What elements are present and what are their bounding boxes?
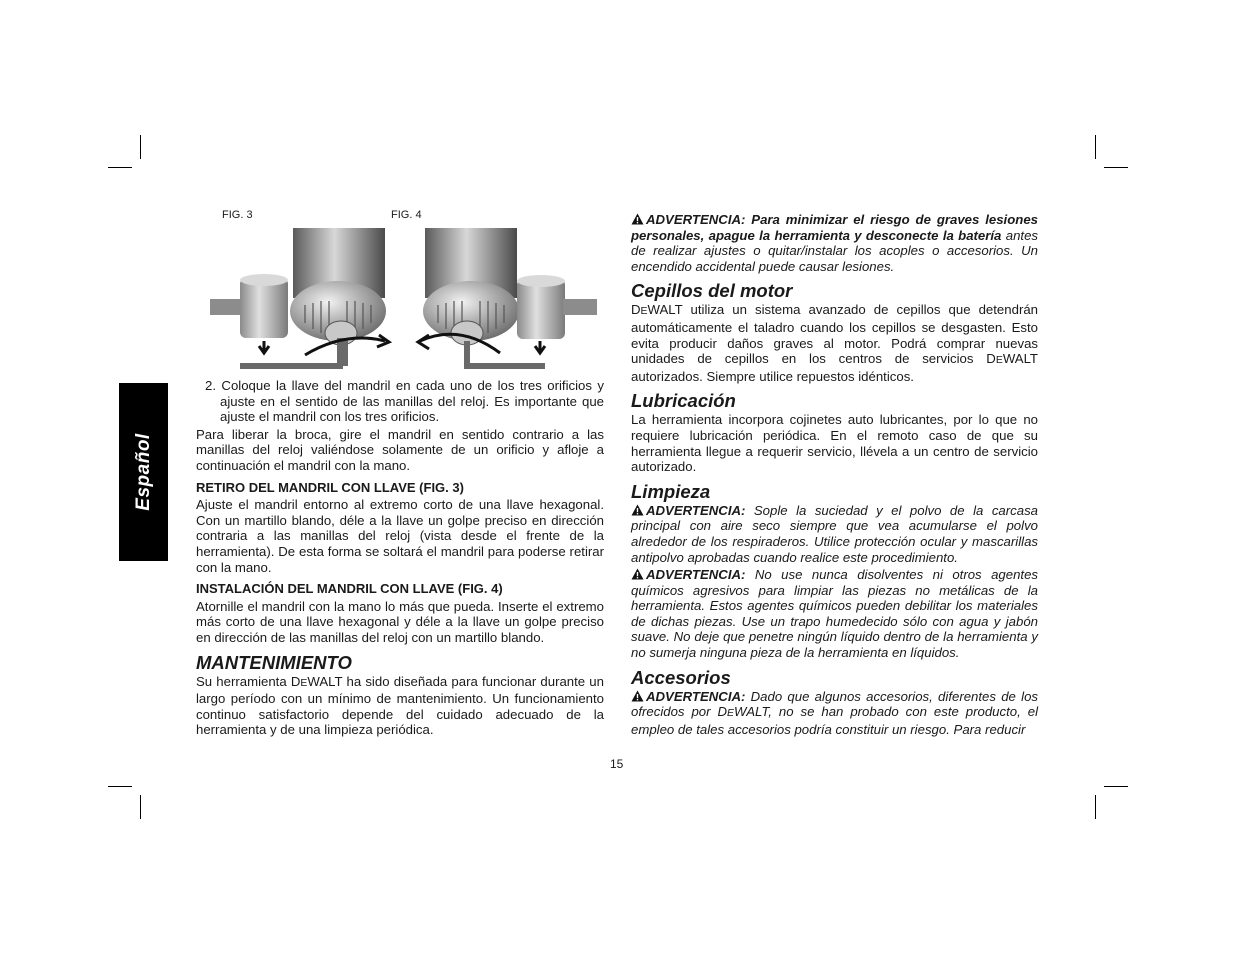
left-column <box>196 378 604 740</box>
cleaning-heading: Limpieza <box>631 480 711 502</box>
warning-icon <box>631 690 644 702</box>
maintenance-paragraph: Su herramienta DEWALT ha sido diseñada para funcionar durante un largo período con un mínimo de mantenimiento. Un funcionamiento continuo satisfactorio depende del cuidado adecuado de la herramienta y de una limpieza periódica. <box>196 673 604 738</box>
brushes-paragraph: DEWALT utiliza un sistema avanzado de cepillos que detendrán automáticamente el taladro cuando los cepillos se desgasten. Esto evita producir daños graves al motor. Podrá comprar nuevas unidades de cepillos en los centros de servicios DEWALT autorizados. Siempre utilice repuestos idénticos. <box>631 302 1038 384</box>
accessories-warning: ADVERTENCIA: Dado que algunos accesorios, diferentes de los ofrecidos por DEWALT, no se han probado con este producto, el empleo de tales accesorios podría constituir un riesgo. Para reducir <box>631 688 1038 737</box>
lubrication-heading: Lubricación <box>631 390 736 412</box>
release-paragraph: Para liberar la broca, gire el mandril en sentido contrario a las manillas del reloj valiéndose solamente de un orificio y afloje a continuación el mandril con la mano. <box>196 426 604 473</box>
removal-paragraph: Ajuste el mandril entorno al extremo corto de una llave hexagonal. Con un martillo blando, déle a la llave un golpe preciso en dirección contraria a las manillas del reloj (vista desde el frente de la herramienta). De esta forma se soltará el mandril para poderse retirar con la mano. <box>196 497 604 575</box>
install-heading: INSTALACIÓN DEL MANDRIL CON LLAVE (FIG. 4) <box>196 581 503 597</box>
chuck-figures-illustration <box>205 223 605 373</box>
warning-icon <box>631 504 644 516</box>
removal-heading: RETIRO DEL MANDRIL CON LLAVE (FIG. 3) <box>196 479 464 495</box>
fig3-label: FIG. 3 <box>222 209 253 221</box>
maintenance-heading: MANTENIMIENTO <box>196 651 352 673</box>
cleaning-warning-2: ADVERTENCIA: No use nunca disolventes ni otros agentes químicos agresivos para limpiar las piezas no metálicas de la herramienta. Estos agentes químicos pueden debilitar los materiales de dichas piezas. Use un trapo humedecido sólo con agua y jabón suave. No deje que penetre ningún líquido dentro de la herramienta y no sumerja ninguna pieza de la herramienta en líquidos. <box>631 567 1038 661</box>
crop-mark <box>1104 786 1128 787</box>
fig4-label: FIG. 4 <box>391 209 422 221</box>
crop-mark <box>140 795 141 819</box>
accessories-heading: Accesorios <box>631 666 731 688</box>
crop-mark <box>1095 795 1096 819</box>
warning-icon <box>631 568 644 580</box>
fig3-drawing <box>210 228 389 366</box>
right-column <box>631 212 1038 739</box>
warning-icon <box>631 213 644 225</box>
lubrication-paragraph: La herramienta incorpora cojinetes auto lubricantes, por lo que no requiere lubricación periódica. En el remoto caso de que su herramienta llegue a requerir servicio, llévela a un centro de servicio autorizado. <box>631 412 1038 475</box>
fig4-drawing <box>418 228 597 366</box>
language-tab <box>119 383 168 561</box>
step-2: 2. Coloque la llave del mandril en cada uno de los tres orificios y ajuste en el sentido de las manillas del reloj. Es importante que ajuste el mandril con los tres orificios. <box>205 378 604 425</box>
cleaning-warning-1: ADVERTENCIA: Sople la suciedad y el polvo de la carcasa principal con aire seco siempre que vea acumularse el polvo alrededor de los respiraderos. Utilice protección ocular y mascarillas antipolvo aprobadas cuando realice este procedimiento. <box>631 502 1038 565</box>
crop-mark <box>108 786 132 787</box>
battery-warning: ADVERTENCIA: Para minimizar el riesgo de graves lesiones personales, apague la herramienta y desconecte la batería antes de realizar ajustes o quitar/instalar los acoples o accesorios. Un encendido accidental puede causar lesiones. <box>631 212 1038 274</box>
brushes-heading: Cepillos del motor <box>631 280 793 302</box>
install-paragraph: Atornille el mandril con la mano lo más que pueda. Inserte el extremo más corto de una llave hexagonal y déle a la llave un golpe preciso en dirección de las manillas del reloj con un martillo blando. <box>196 598 604 645</box>
crop-mark <box>1095 135 1096 159</box>
page-number: 15 <box>610 757 624 771</box>
language-tab-label: Español <box>132 433 154 511</box>
crop-mark <box>108 167 132 168</box>
crop-mark <box>1104 167 1128 168</box>
crop-mark <box>140 135 141 159</box>
